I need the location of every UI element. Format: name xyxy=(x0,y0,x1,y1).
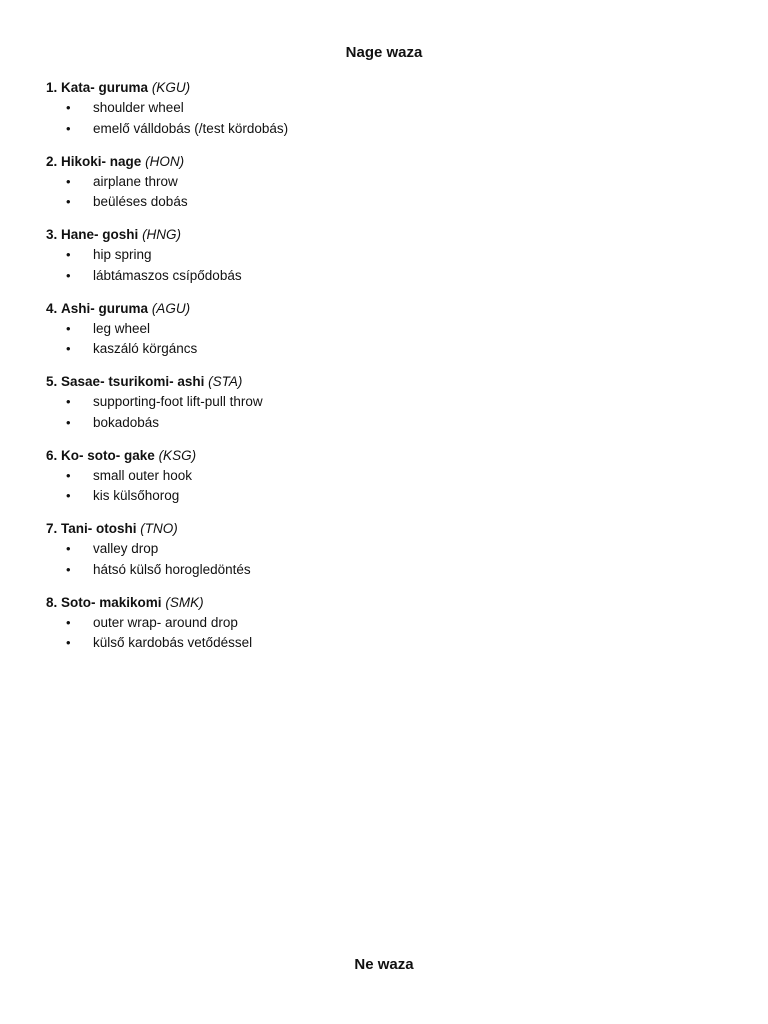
bullet-icon: • xyxy=(66,488,71,503)
technique-code: (STA) xyxy=(208,374,243,389)
technique-heading xyxy=(46,226,726,245)
technique-name: Tani- otoshi xyxy=(61,521,137,536)
list-item xyxy=(46,560,726,581)
bullet-icon: • xyxy=(66,320,71,336)
technique-code: (KSG) xyxy=(158,447,197,463)
list-item xyxy=(46,613,726,634)
list-item xyxy=(46,245,726,266)
translation-english: valley drop xyxy=(93,541,159,556)
translation-hungarian: lábtámaszos csípődobás xyxy=(93,267,242,283)
bullet-icon: • xyxy=(66,173,71,189)
technique-name: Ashi- guruma xyxy=(61,300,149,316)
bullet-icon: • xyxy=(66,561,71,577)
translation-english: shoulder wheel xyxy=(93,100,184,115)
technique-code: (AGU) xyxy=(151,300,191,316)
technique-heading xyxy=(46,79,726,98)
technique-number: 6. xyxy=(46,447,58,463)
translation-hungarian: hátsó külső horogledöntés xyxy=(93,561,251,577)
technique-code: (HNG) xyxy=(142,227,182,242)
technique-number: 4. xyxy=(46,300,58,316)
list-item xyxy=(46,172,726,193)
technique-number: 1. xyxy=(46,80,58,95)
list-item xyxy=(46,413,726,434)
list-item xyxy=(46,392,726,413)
translation-hungarian: bokadobás xyxy=(93,414,160,430)
section-title-ne-waza: Ne waza xyxy=(354,956,414,973)
technique-code: (SMK) xyxy=(165,594,204,610)
technique-7 xyxy=(46,520,726,594)
technique-translations xyxy=(46,98,726,139)
list-item xyxy=(46,339,726,360)
list-item xyxy=(46,486,726,507)
translation-hungarian: beüléses dobás xyxy=(93,194,188,209)
list-item xyxy=(46,98,726,119)
bullet-icon: • xyxy=(66,635,71,650)
bullet-icon: • xyxy=(66,247,71,262)
bullet-icon: • xyxy=(66,394,71,409)
bullet-icon: • xyxy=(66,100,71,115)
technique-heading xyxy=(46,447,726,466)
bullet-icon: • xyxy=(66,120,71,136)
list-item xyxy=(46,119,726,140)
technique-translations xyxy=(46,319,726,360)
technique-code: (HON) xyxy=(145,153,185,169)
technique-4 xyxy=(46,300,726,374)
technique-heading xyxy=(46,520,726,539)
technique-translations xyxy=(46,539,726,580)
list-item xyxy=(46,633,726,654)
bullet-icon: • xyxy=(66,467,71,483)
bullet-icon: • xyxy=(66,414,71,430)
technique-1 xyxy=(46,79,726,153)
bullet-icon: • xyxy=(66,194,71,209)
page-title: Nage waza xyxy=(345,44,423,61)
bullet-icon: • xyxy=(66,541,71,556)
translation-english: airplane throw xyxy=(93,173,178,189)
technique-translations xyxy=(46,245,726,286)
list-item xyxy=(46,466,726,487)
technique-number: 8. xyxy=(46,594,58,610)
translation-hungarian: emelő válldobás (/test kördobás) xyxy=(93,120,289,136)
translation-hungarian: kaszáló körgáncs xyxy=(93,341,198,356)
technique-name: Ko- soto- gake xyxy=(61,447,155,463)
technique-number: 5. xyxy=(46,374,58,389)
technique-name: Soto- makikomi xyxy=(61,594,162,610)
technique-3 xyxy=(46,226,726,300)
technique-name: Hikoki- nage xyxy=(61,153,142,169)
translation-hungarian: külső kardobás vetődéssel xyxy=(93,635,253,650)
technique-heading xyxy=(46,594,726,613)
technique-translations xyxy=(46,172,726,213)
technique-name: Sasae- tsurikomi- ashi xyxy=(61,374,205,389)
technique-8 xyxy=(46,594,726,668)
technique-list xyxy=(46,79,726,667)
technique-translations xyxy=(46,392,726,433)
translation-english: outer wrap- around drop xyxy=(93,614,238,630)
technique-heading xyxy=(46,300,726,319)
translation-hungarian: kis külsőhorog xyxy=(93,488,180,503)
technique-2 xyxy=(46,153,726,227)
technique-5 xyxy=(46,373,726,447)
list-item xyxy=(46,266,726,287)
technique-number: 7. xyxy=(46,521,58,536)
translation-english: leg wheel xyxy=(93,320,151,336)
technique-number: 2. xyxy=(46,153,58,169)
list-item xyxy=(46,539,726,560)
technique-translations xyxy=(46,613,726,654)
technique-code: (KGU) xyxy=(151,80,191,95)
technique-6 xyxy=(46,447,726,521)
technique-heading xyxy=(46,373,726,392)
technique-translations xyxy=(46,466,726,507)
technique-heading xyxy=(46,153,726,172)
technique-code: (TNO) xyxy=(140,521,178,536)
translation-english: hip spring xyxy=(93,247,152,262)
technique-name: Hane- goshi xyxy=(61,227,139,242)
list-item xyxy=(46,192,726,213)
bullet-icon: • xyxy=(66,267,71,283)
technique-number: 3. xyxy=(46,227,58,242)
technique-name: Kata- guruma xyxy=(61,80,149,95)
bullet-icon: • xyxy=(66,341,71,356)
list-item xyxy=(46,319,726,340)
bullet-icon: • xyxy=(66,614,71,630)
translation-english: supporting-foot lift-pull throw xyxy=(93,394,263,409)
translation-english: small outer hook xyxy=(93,467,193,483)
